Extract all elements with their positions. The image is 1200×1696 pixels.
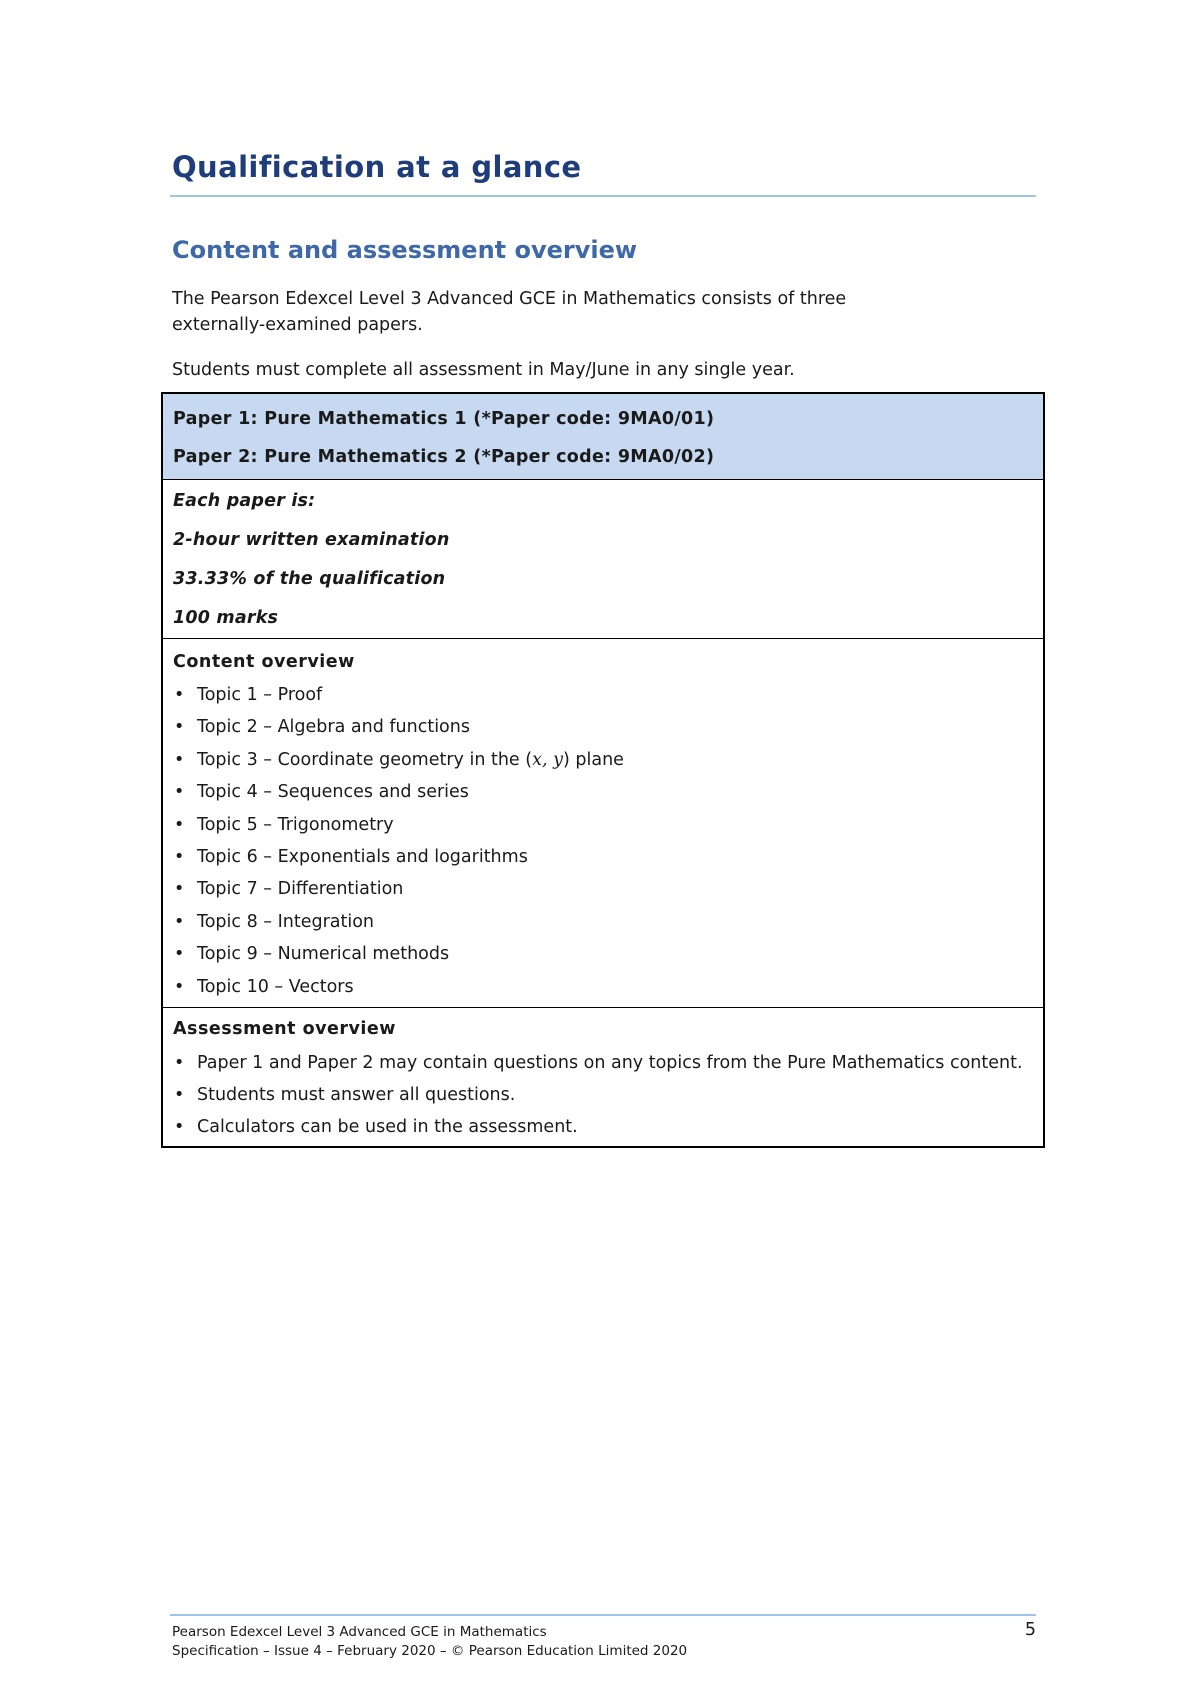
assessment-overview-section	[163, 1008, 1043, 1146]
topic-label: Topic 7 – Differentiation	[197, 879, 404, 900]
topic-item-5	[173, 809, 1033, 841]
page-number: 5	[1024, 1620, 1036, 1640]
topic-item-6	[173, 841, 1033, 873]
papers-header-section	[163, 394, 1043, 480]
content-overview-title: Content overview	[173, 652, 355, 672]
assessment-text: Paper 1 and Paper 2 may contain questions on any topics from the Pure Mathematics content.	[197, 1053, 1023, 1074]
topic-label: Topic 9 – Numerical methods	[197, 944, 450, 965]
topic-item-10	[173, 971, 1033, 1003]
footer-rule	[170, 1614, 1036, 1616]
section-heading: Content and assessment overview	[172, 236, 638, 264]
topic-label: Topic 10 – Vectors	[197, 976, 354, 997]
assessment-overview-title: Assessment overview	[173, 1019, 396, 1040]
bullet-icon: •	[174, 814, 185, 835]
topic-label-end: ) plane	[562, 749, 624, 770]
intro-paragraph: The Pearson Edexcel Level 3 Advanced GCE in Mathematics consists of three externally-examined papers.	[172, 289, 847, 335]
bullet-icon: •	[174, 717, 185, 738]
footer-title: Pearson Edexcel Level 3 Advanced GCE in Mathematics	[172, 1624, 547, 1640]
assessment-item-1	[173, 1052, 1033, 1074]
fact-weighting: 33.33% of the qualification	[173, 569, 446, 589]
bullet-icon: •	[174, 879, 185, 900]
topic-item-2	[173, 711, 1033, 743]
topic-list	[173, 679, 1033, 1003]
topic-label: Topic 5 – Trigonometry	[197, 814, 394, 835]
bullet-icon: •	[174, 1085, 185, 1106]
bullet-icon: •	[174, 976, 185, 997]
topic-label-start: Topic 3 – Coordinate geometry in the (	[197, 749, 533, 770]
topic-label: Topic 8 – Integration	[197, 911, 375, 932]
assessment-item-2	[173, 1084, 1033, 1106]
topic-item-8	[173, 906, 1033, 938]
topic-label: Topic 4 – Sequences and series	[197, 782, 469, 803]
bullet-icon: •	[174, 911, 185, 932]
paper-facts-section	[163, 480, 1043, 639]
page-heading: Qualification at a glance	[172, 150, 582, 184]
overview-table	[161, 392, 1045, 1148]
fact-duration: 2-hour written examination	[173, 530, 450, 550]
assessment-text: Students must answer all questions.	[197, 1085, 516, 1106]
bullet-icon: •	[174, 685, 185, 705]
topic-label: Topic 2 – Algebra and functions	[197, 717, 470, 738]
content-overview-section	[163, 639, 1043, 1008]
bullet-icon: •	[174, 847, 185, 868]
assessment-text: Calculators can be used in the assessment.	[197, 1117, 578, 1138]
topic-item-3	[173, 744, 1033, 776]
bullet-icon: •	[174, 749, 185, 770]
heading-rule	[170, 195, 1036, 197]
paper-1-title: Paper 1: Pure Mathematics 1 (*Paper code: 9MA0/01)	[173, 409, 715, 429]
topic-item-7	[173, 873, 1033, 905]
bullet-icon: •	[174, 1117, 185, 1138]
assessment-item-3	[173, 1116, 1033, 1138]
paper-2-title: Paper 2: Pure Mathematics 2 (*Paper code: 9MA0/02)	[173, 447, 715, 467]
fact-marks: 100 marks	[173, 608, 279, 628]
topic-math-xy: x, y	[532, 749, 563, 770]
footer-specification: Specification – Issue 4 – February 2020 – © Pearson Education Limited 2020	[172, 1643, 688, 1659]
facts-intro: Each paper is:	[173, 491, 316, 511]
bullet-icon: •	[174, 1053, 185, 1074]
topic-item-9	[173, 938, 1033, 970]
assessment-timing-paragraph: Students must complete all assessment in May/June in any single year.	[172, 360, 795, 380]
bullet-icon: •	[174, 944, 185, 965]
assessment-list	[173, 1052, 1033, 1138]
topic-item-4	[173, 776, 1033, 808]
topic-label: Topic 1 – Proof	[197, 685, 323, 705]
bullet-icon: •	[174, 782, 185, 803]
topic-label: Topic 6 – Exponentials and logarithms	[197, 847, 528, 868]
topic-item-1	[173, 679, 1033, 711]
